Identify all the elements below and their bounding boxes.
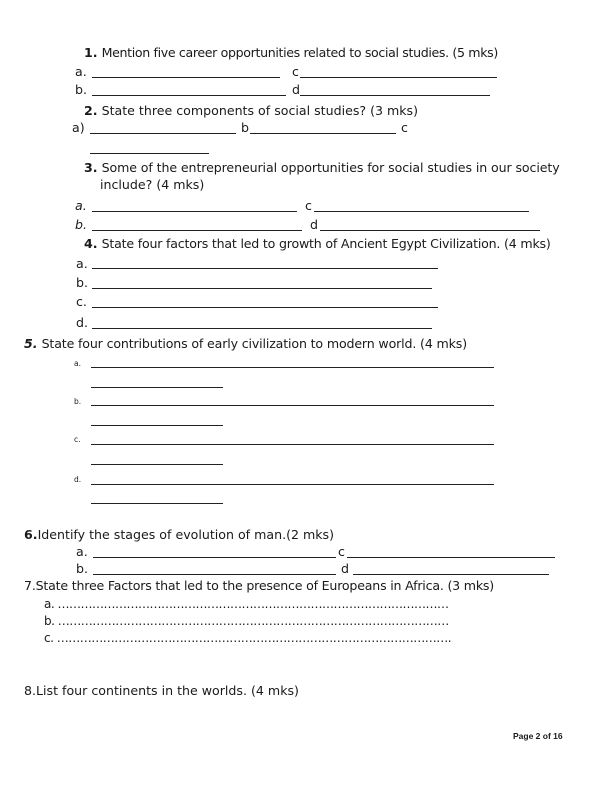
q2-answer-line-c-continued[interactable]	[90, 153, 209, 154]
q1-answer-line-d[interactable]	[300, 95, 490, 96]
q4-label-b: b.	[76, 275, 88, 290]
question-6	[24, 529, 334, 542]
q1-label-c: c	[292, 64, 299, 79]
question-3-number: 3.	[84, 160, 98, 175]
question-5	[24, 338, 467, 351]
q6-label-d: d	[341, 561, 349, 576]
question-1-text: Mention five career opportunities related to social studies. (5 mks)	[101, 45, 498, 60]
question-3	[84, 162, 560, 175]
q1-label-b: b.	[75, 82, 87, 97]
q1-answer-line-a[interactable]	[92, 77, 280, 78]
q5-answer-line-b-continued[interactable]	[91, 425, 223, 426]
q3-label-a: a.	[75, 198, 87, 213]
q4-answer-line-d[interactable]	[92, 328, 432, 329]
page-number: Page 2 of 16	[513, 731, 563, 741]
q6-label-a: a.	[76, 544, 88, 559]
q6-label-c: c	[338, 544, 345, 559]
question-5-number: 5.	[24, 336, 38, 351]
question-5-text: State four contributions of early civilization to modern world. (4 mks)	[41, 336, 467, 351]
q3-answer-line-c[interactable]	[314, 211, 529, 212]
q7-answer-line-b[interactable]: b. …………………………………………………………………………………………	[44, 614, 449, 628]
question-8-text: 8.List four continents in the worlds. (4 mks)	[24, 683, 299, 698]
question-6-text: Identify the stages of evolution of man.(2 mks)	[37, 527, 335, 542]
q5-label-c: c.	[74, 435, 81, 444]
q5-answer-line-d[interactable]	[91, 484, 494, 485]
q6-label-b: b.	[76, 561, 88, 576]
q3-answer-line-b[interactable]	[92, 230, 302, 231]
question-2-number: 2.	[84, 103, 98, 118]
q4-answer-line-a[interactable]	[92, 268, 438, 269]
question-1-number: 1.	[84, 45, 98, 60]
question-4-text: State four factors that led to growth of Ancient Egypt Civilization. (4 mks)	[101, 236, 551, 251]
question-2	[84, 105, 418, 118]
q5-answer-line-c-continued[interactable]	[91, 464, 223, 465]
question-3-text-line1: Some of the entrepreneurial opportunities for social studies in our society	[101, 160, 560, 175]
q3-label-d: d	[310, 217, 318, 232]
q2-label-a: a)	[72, 120, 85, 135]
q5-answer-line-a-continued[interactable]	[91, 387, 223, 388]
question-6-number: 6.	[24, 527, 38, 542]
q5-label-d: d.	[74, 475, 82, 484]
q3-answer-line-d[interactable]	[320, 230, 540, 231]
question-4-number: 4.	[84, 236, 98, 251]
q5-answer-line-d-continued[interactable]	[91, 503, 223, 504]
q4-answer-line-b[interactable]	[92, 288, 432, 289]
q4-label-a: a.	[76, 256, 88, 271]
q5-label-a: a.	[74, 359, 81, 368]
q2-answer-line-a[interactable]	[90, 133, 236, 134]
q5-label-b: b.	[74, 397, 82, 406]
q6-answer-line-c[interactable]	[347, 557, 555, 558]
question-2-text: State three components of social studies? (3 mks)	[101, 103, 419, 118]
q2-answer-line-b[interactable]	[250, 133, 396, 134]
q4-label-c: c.	[76, 294, 87, 309]
q4-label-d: d.	[76, 315, 88, 330]
q5-answer-line-b[interactable]	[91, 405, 494, 406]
q1-answer-line-b[interactable]	[92, 95, 286, 96]
q4-answer-line-c[interactable]	[92, 307, 438, 308]
q3-label-c: c	[305, 198, 312, 213]
question-4	[84, 238, 551, 251]
q3-label-b: b.	[75, 217, 87, 232]
question-3-text-line2: include? (4 mks)	[100, 177, 205, 192]
q2-label-c: c	[401, 120, 408, 135]
q7-answer-line-c[interactable]: c. ………………………………………………………………………………………….	[44, 631, 452, 645]
q1-answer-line-c[interactable]	[300, 77, 497, 78]
q7-answer-line-a[interactable]: a. …………………………………………………………………………………………	[44, 597, 449, 611]
q5-answer-line-c[interactable]	[91, 444, 494, 445]
question-1	[84, 47, 498, 60]
question-7-text: 7.State three Factors that led to the presence of Europeans in Africa. (3 mks)	[24, 578, 495, 593]
q2-label-b: b	[241, 120, 249, 135]
q5-answer-line-a[interactable]	[91, 367, 494, 368]
q6-answer-line-d[interactable]	[353, 574, 549, 575]
q1-label-d: d	[292, 82, 300, 97]
q1-label-a: a.	[75, 64, 87, 79]
q6-answer-line-b[interactable]	[93, 574, 336, 575]
q6-answer-line-a[interactable]	[93, 557, 336, 558]
q3-answer-line-a[interactable]	[92, 211, 297, 212]
